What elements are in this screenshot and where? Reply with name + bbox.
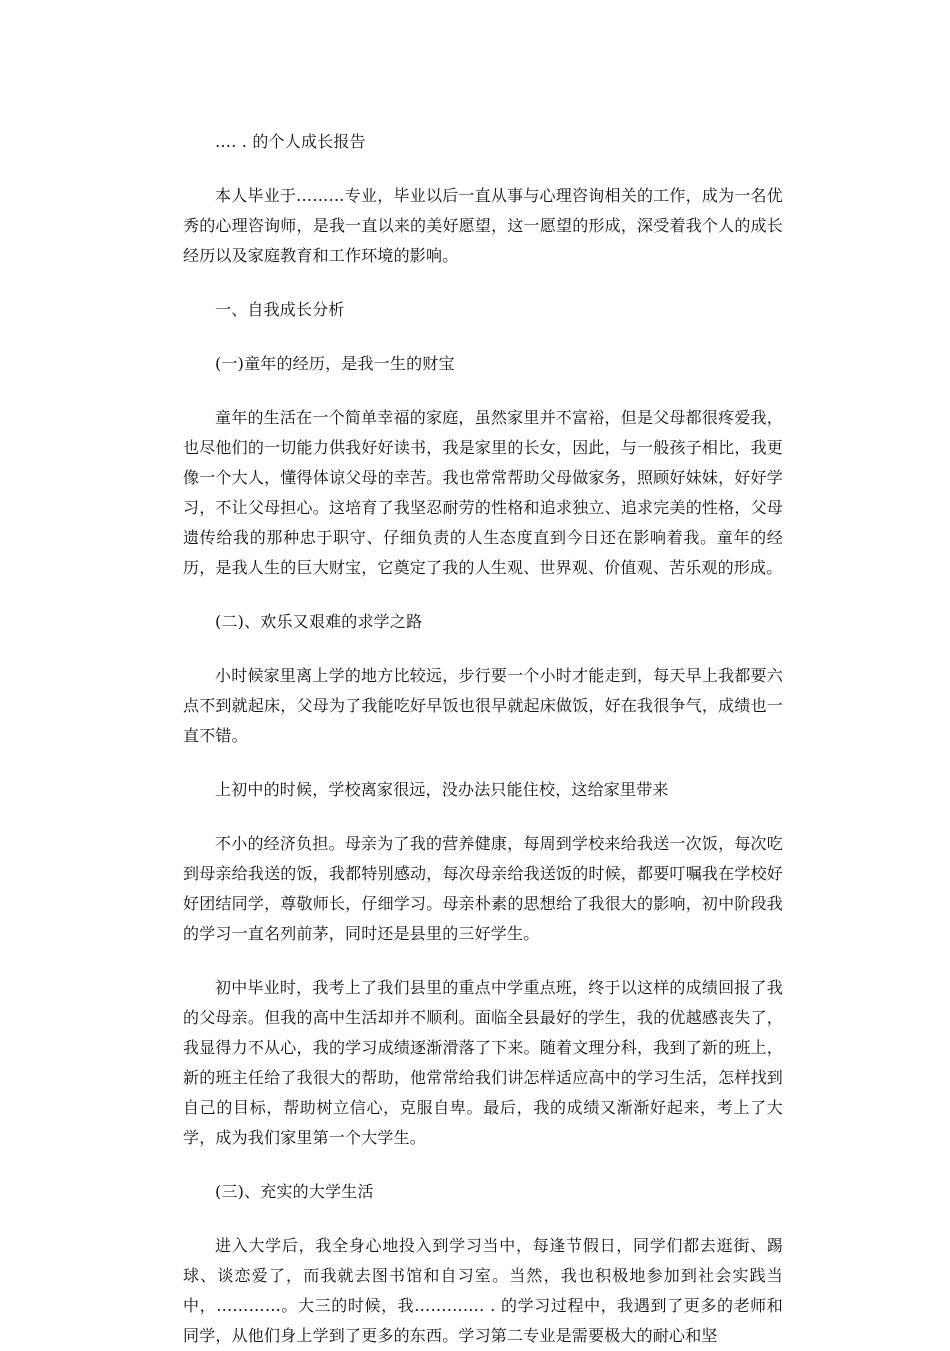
- schooling-paragraph-1: 小时候家里离上学的地方比较远，步行要一个小时才能走到，每天早上我都要六点不到就起床，父母为了我能吃好早饭也很早就起床做饭，好在我很争气，成绩也一直不错。: [183, 666, 783, 745]
- document-title: …. . 的个人成长报告: [215, 132, 366, 151]
- schooling-paragraph-4: 初中毕业时，我考上了我们县里的重点中学重点班，终于以这样的成绩回报了我的父母亲。但我的高中生活却并不顺利。面临全县最好的学生，我的优越感丧失了，我显得力不从心，我的学习成绩逐渐滑落了下来。随着文理分科，我到了新的班上，新的班主任给了我很大的帮助，他常常给我们讲怎样适应高中的学习生活，怎样找到自己的目标，帮助树立信心，克服自卑。最后，我的成绩又渐渐好起来，考上了大学，成为我们家里第一个大学生。: [183, 978, 783, 1147]
- subsection-heading-university: (三)、充实的大学生活: [215, 1182, 374, 1201]
- schooling-paragraph-3: 不小的经济负担。母亲为了我的营养健康，每周到学校来给我送一次饭，每次吃到母亲给我送的饭，我都特别感动，每次母亲给我送饭的时候，都要叮嘱我在学校好好团结同学，尊敬师长，仔细学习。母亲朴素的思想给了我很大的影响，初中阶段我的学习一直名列前茅，同时还是县里的三好学生。: [183, 834, 783, 943]
- subsection-heading-childhood: (一)童年的经历，是我一生的财宝: [215, 354, 455, 373]
- subsection-heading-schooling: (二)、欢乐又艰难的求学之路: [215, 612, 423, 631]
- childhood-paragraph: 童年的生活在一个简单幸福的家庭，虽然家里并不富裕，但是父母都很疼爱我，也尽他们的一切能力供我好好读书，我是家里的长女，因此，与一般孩子相比，我更像一个大人，懂得体谅父母的幸苦。我也常常帮助父母做家务，照顾好妹妹，好好学习，不让父母担心。这培育了我坚忍耐劳的性格和追求独立、追求完美的性格，父母遗传给我的那种忠于职守、仔细负责的人生态度直到今日还在影响着我。童年的经历，是我人生的巨大财宝，它奠定了我的人生观、世界观、价值观、苦乐观的形成。: [183, 408, 783, 577]
- section-heading-self-analysis: 一、自我成长分析: [215, 300, 345, 319]
- document-page: [183, 127, 783, 1351]
- university-paragraph: 进入大学后，我全身心地投入到学习当中，每逢节假日，同学们都去逛街、踢球、谈恋爱了，而我就去图书馆和自习室。当然，我也积极地参加到社会实践当中，…………。大三的时候，我…………. . 的学习过程中，我遇到了更多的老师和同学，从他们身上学到了更多的东西。学习第二专业是需要极大的耐心和坚: [183, 1236, 783, 1345]
- intro-paragraph: 本人毕业于………专业，毕业以后一直从事与心理咨询相关的工作，成为一名优秀的心理咨询师，是我一直以来的美好愿望，这一愿望的形成，深受着我个人的成长经历以及家庭教育和工作环境的影响。: [183, 186, 783, 265]
- schooling-paragraph-2: 上初中的时候，学校离家很远，没办法只能住校，这给家里带来: [215, 780, 669, 799]
